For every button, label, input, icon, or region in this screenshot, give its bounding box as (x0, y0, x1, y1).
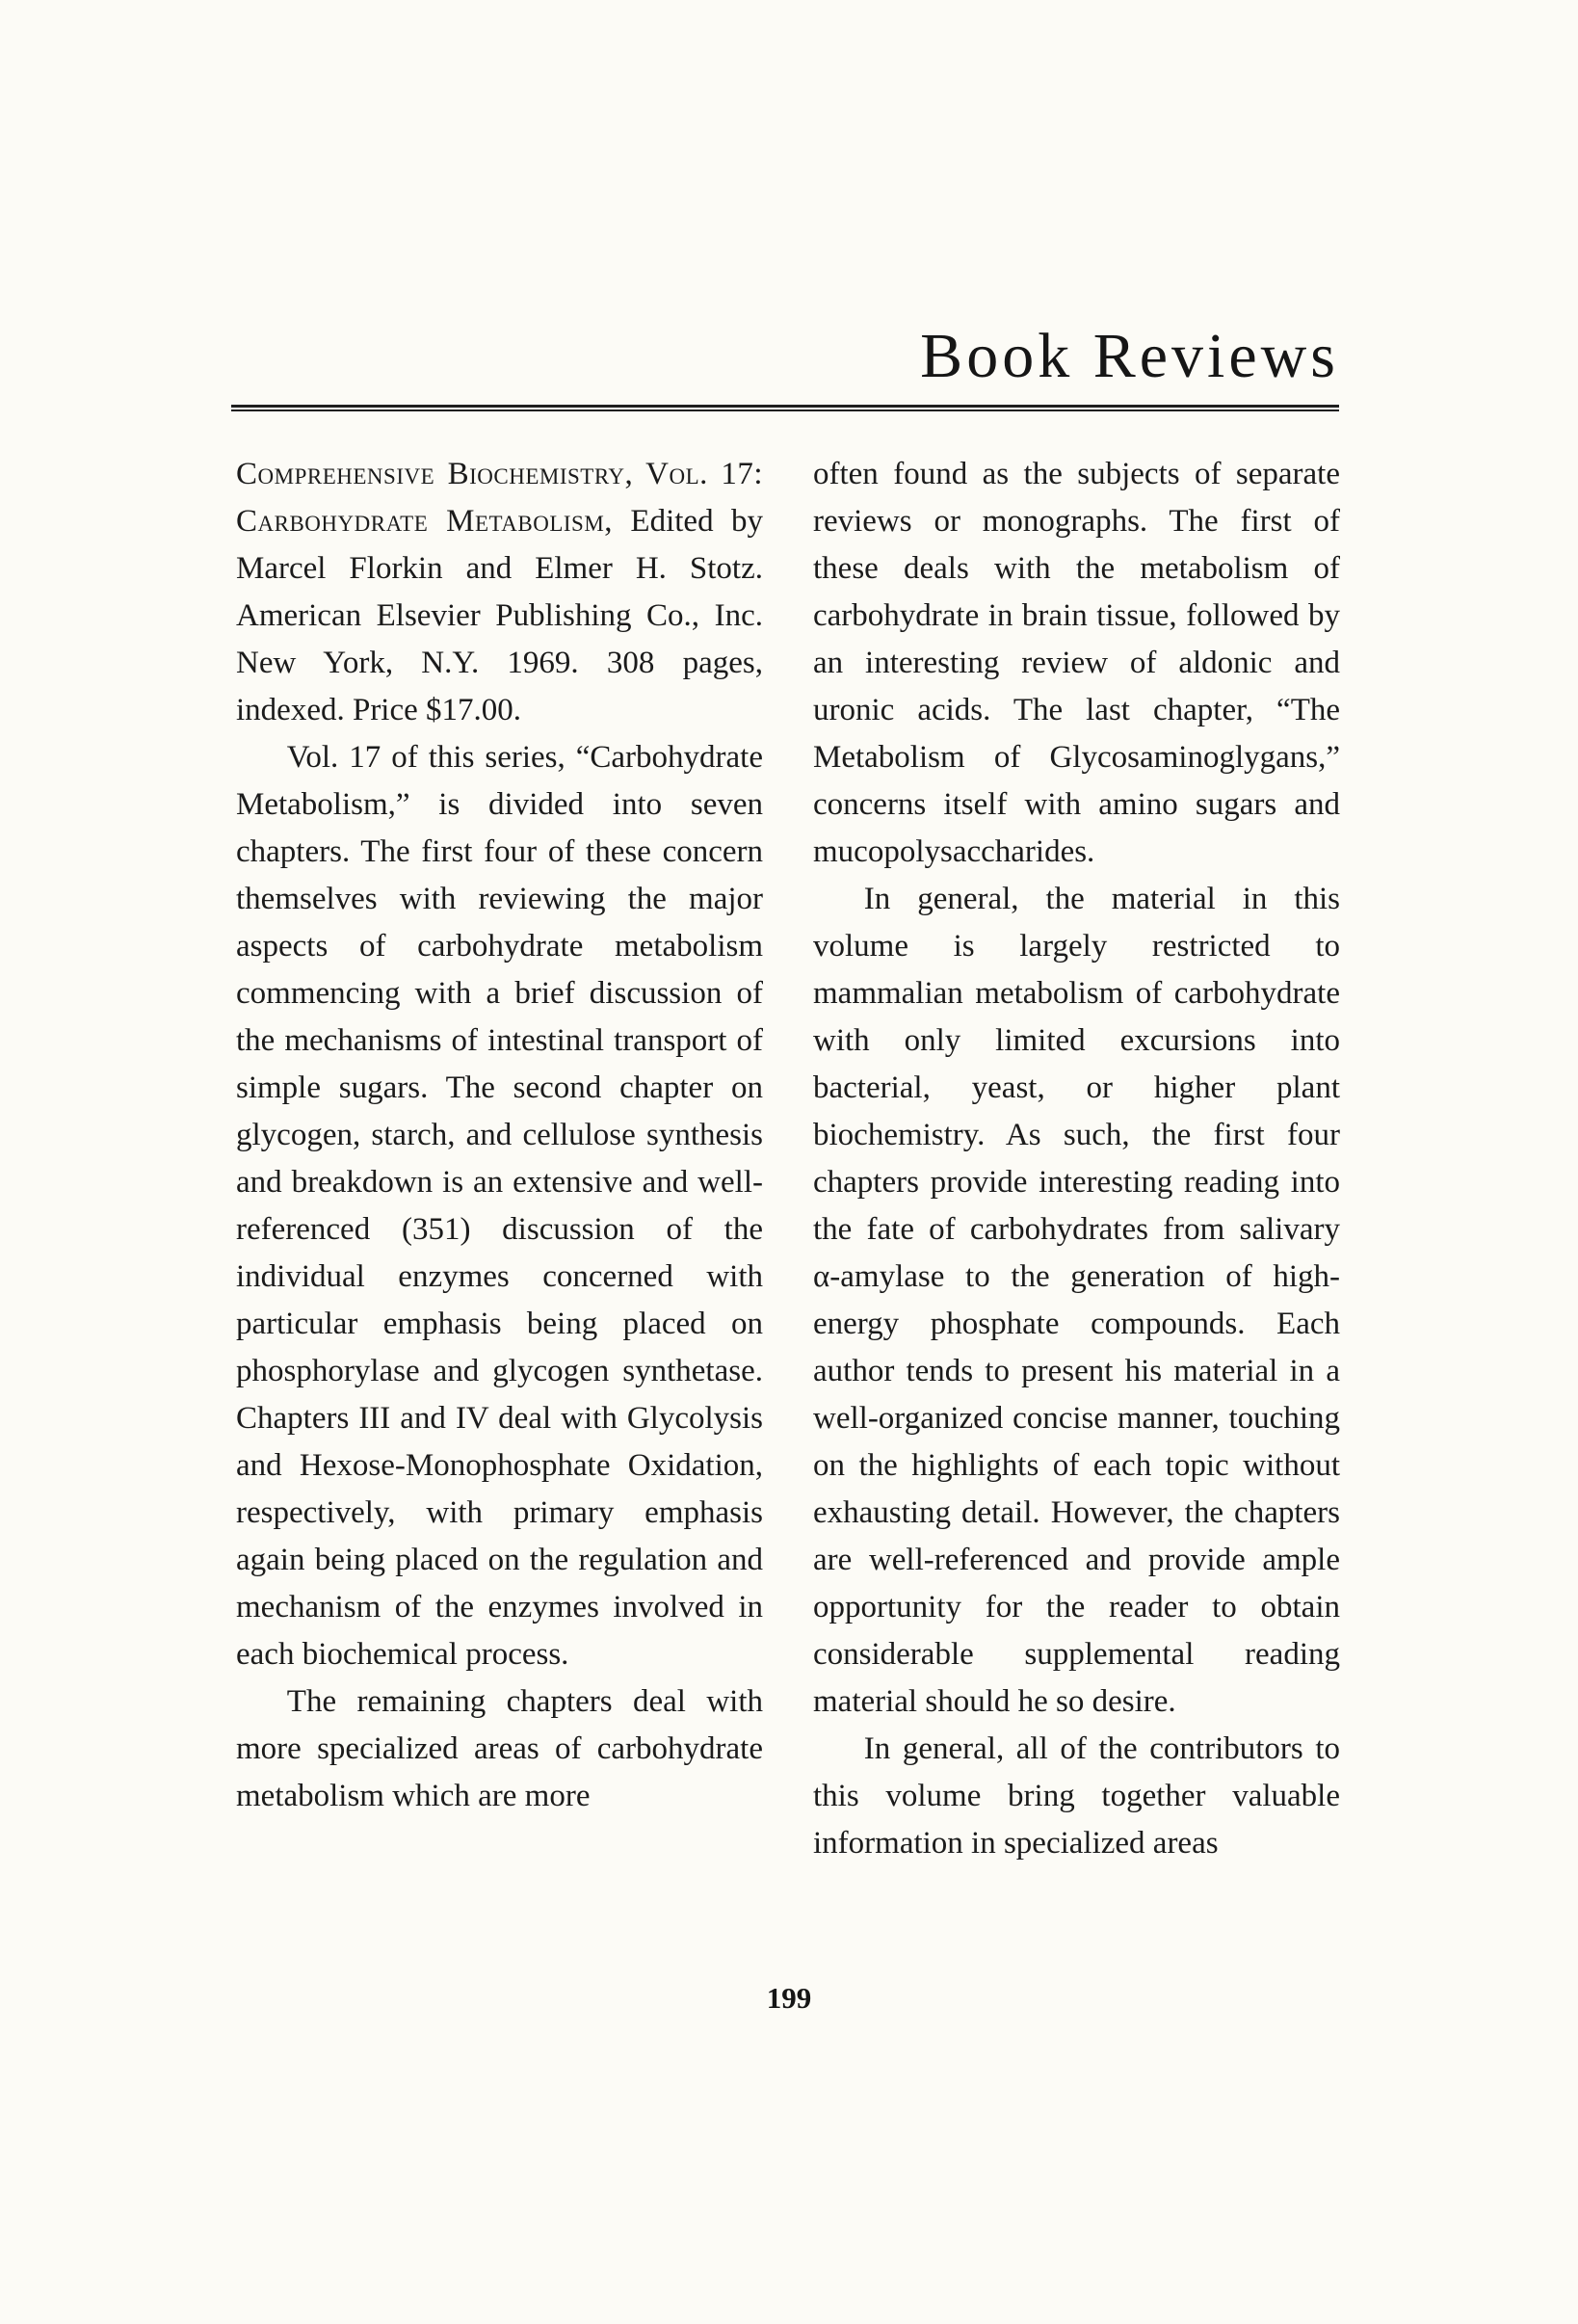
citation-title: Comprehensive Biochemistry, Vol. 17: Carbohydrate Metabolism, (236, 457, 763, 539)
book-citation (236, 451, 763, 734)
page-title: Book Reviews (920, 321, 1339, 392)
left-column (236, 451, 763, 1867)
review-paragraph: In general, the material in this volume is largely restricted to mammalian metabolism of carbohydrate with only limited excursions into bacterial, yeast, or higher plant biochemistry. As such, the first four chapters provide interesting reading into the fate of carbohydrates from salivary α-amylase to the generation of high-energy phosphate compounds. Each author tends to present his material in a well-organized concise manner, touching on the highlights of each topic without exhausting detail. However, the chapters are well-referenced and provide ample opportunity for the reader to obtain considerable supplemental reading material should he so desire. (813, 882, 1340, 1719)
review-paragraph: often found as the subjects of separate reviews or monographs. The first of these deals with the metabolism of carbohydrate in brain tissue, followed by an interesting review of aldonic and uronic acids. The last chapter, “The Metabolism of Glycosaminoglygans,” concerns itself with amino sugars and mucopolysaccharides. (813, 457, 1340, 869)
review-paragraph: Vol. 17 of this series, “Carbohydrate Metabolism,” is divided into seven chapters. The first four of these concern themselves with reviewing the major aspects of carbohydrate metabolism commencing with a brief discussion of the mechanisms of intestinal transport of simple sugars. The second chapter on glycogen, starch, and cellulose synthesis and breakdown is an extensive and well-referenced (351) discussion of the individual enzymes concerned with particular emphasis being placed on phosphorylase and glycogen synthetase. Chapters III and IV deal with Glycolysis and Hexose-Monophosphate Oxidation, respectively, with primary emphasis again being placed on the regulation and mechanism of the enzymes involved in each biochemical process. (236, 740, 763, 1672)
review-paragraph: In general, all of the contributors to this volume bring together valuable information in specialized areas (813, 1731, 1340, 1861)
page-number: 199 (766, 1981, 812, 2015)
review-paragraph: The remaining chapters deal with more specialized areas of carbohydrate metabolism which are more (236, 1684, 763, 1813)
review-body (236, 451, 1340, 1867)
citation-details: Edited by Marcel Florkin and Elmer H. Stotz. American Elsevier Publishing Co., Inc. New York, N.Y. 1969. 308 pages, indexed. Price $17.00. (236, 504, 763, 727)
right-column (813, 451, 1340, 1867)
title-divider-rule (231, 405, 1339, 411)
